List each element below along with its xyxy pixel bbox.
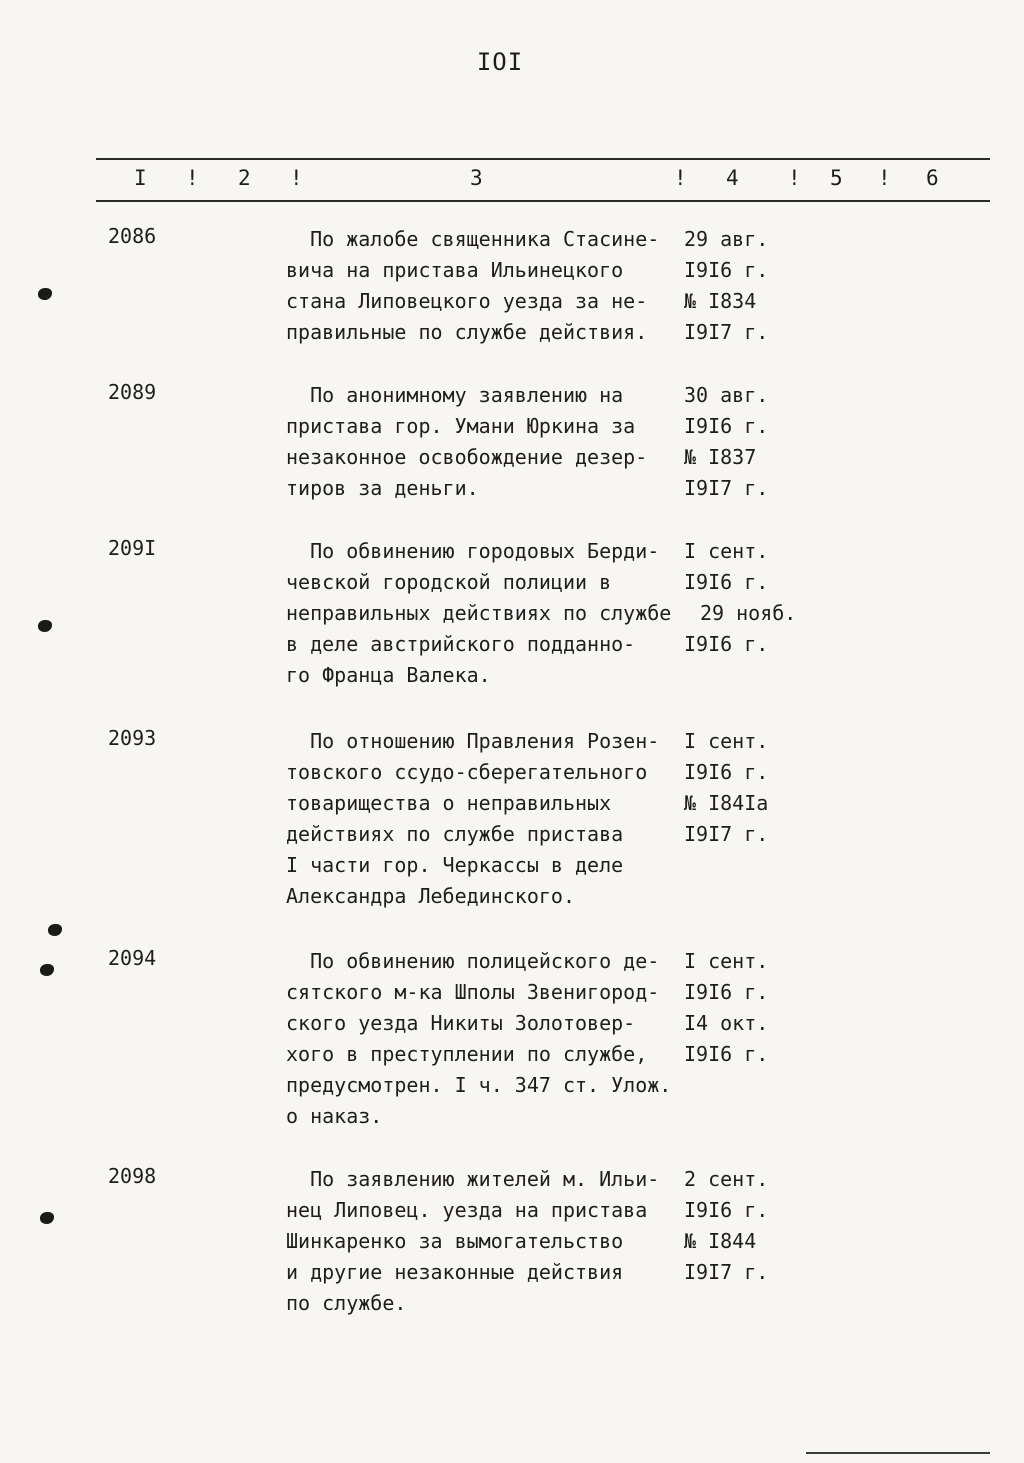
binding-hole-mark [48, 924, 62, 936]
date-line: № I834 [684, 289, 757, 313]
description-line: По отношению Правления Розен- [286, 729, 660, 753]
description-line: вича на пристава Ильинецкого [286, 258, 624, 282]
description-line: По заявлению жителей м. Ильи- [286, 1167, 660, 1191]
description-line: тиров за деньги. [286, 476, 479, 500]
case-description [286, 1164, 686, 1319]
table-header-bottom-rule [96, 200, 990, 202]
case-dates [684, 1164, 824, 1288]
case-dates [684, 224, 824, 348]
description-line: незаконное освобождение дезер- [286, 445, 648, 469]
date-line: № I837 [684, 445, 757, 469]
case-description [286, 726, 686, 912]
description-line: нец Липовец. уезда на пристава [286, 1198, 648, 1222]
date-line: I сент. [684, 729, 769, 753]
description-line: о наказ. [286, 1104, 383, 1128]
column-separator: ! [186, 166, 199, 190]
description-line: по службе. [286, 1291, 407, 1315]
case-number: 2093 [108, 726, 157, 750]
date-line: I9I6 г. [684, 760, 769, 784]
description-line: действиях по службе пристава [286, 822, 624, 846]
case-description [286, 946, 686, 1132]
column-separator: ! [290, 166, 303, 190]
case-number: 2086 [108, 224, 157, 248]
description-line: товарищества о неправильных [286, 791, 612, 815]
date-line: I9I6 г. [684, 632, 769, 656]
date-line: I сент. [684, 949, 769, 973]
description-line: товского ссудо-сберегательного [286, 760, 648, 784]
description-line: ского уезда Никиты Золотовер- [286, 1011, 636, 1035]
date-line: I9I6 г. [684, 414, 769, 438]
case-dates [684, 946, 824, 1070]
page-number: IOI [476, 48, 524, 76]
bottom-rule [806, 1452, 990, 1454]
case-number: 209I [108, 536, 157, 560]
case-number: 2094 [108, 946, 157, 970]
binding-hole-mark [40, 1212, 54, 1224]
description-line: По обвинению полицейского де- [286, 949, 660, 973]
date-line: I9I6 г. [684, 258, 769, 282]
date-line: № I84Iа [684, 791, 769, 815]
description-line: По анонимному заявлению на [286, 383, 624, 407]
date-line: 29 авг. [684, 227, 769, 251]
description-line: го Франца Валека. [286, 663, 491, 687]
case-description [286, 224, 686, 348]
table-header-top-rule [96, 158, 990, 160]
binding-hole-mark [38, 288, 52, 300]
description-line: Александра Лебединского. [286, 884, 575, 908]
description-line: чевской городской полиции в [286, 570, 612, 594]
date-line: I9I7 г. [684, 476, 769, 500]
date-line: I9I6 г. [684, 1198, 769, 1222]
column-header-2: 2 [238, 166, 251, 190]
description-line: По жалобе священника Стасине- [286, 227, 660, 251]
column-separator: ! [878, 166, 891, 190]
description-line: хого в преступлении по службе, [286, 1042, 648, 1066]
date-line: I9I7 г. [684, 1260, 769, 1284]
description-line: Шинкаренко за вымогательство [286, 1229, 624, 1253]
description-line: По обвинению городовых Берди- [286, 539, 660, 563]
description-line: стана Липовецкого уезда за не- [286, 289, 648, 313]
description-line: сятского м-ка Шполы Звенигород- [286, 980, 660, 1004]
binding-hole-mark [40, 964, 54, 976]
column-header-4: 4 [726, 166, 739, 190]
description-line: I части гор. Черкассы в деле [286, 853, 624, 877]
description-line: и другие незаконные действия [286, 1260, 624, 1284]
description-line: правильные по службе действия. [286, 320, 648, 344]
date-line: I9I7 г. [684, 822, 769, 846]
date-line: 2 сент. [684, 1167, 769, 1191]
description-line: пристава гор. Умани Юркина за [286, 414, 636, 438]
date-line: I сент. [684, 539, 769, 563]
date-line: I9I6 г. [684, 980, 769, 1004]
column-separator: ! [788, 166, 801, 190]
column-header-3: 3 [470, 166, 483, 190]
column-header-1: I [134, 166, 147, 190]
date-line: I9I6 г. [684, 570, 769, 594]
description-line: предусмотрен. I ч. 347 ст. Улож. [286, 1073, 672, 1097]
description-line: в деле австрийского подданно- [286, 632, 636, 656]
case-description [286, 380, 686, 504]
date-line: 30 авг. [684, 383, 769, 407]
column-header-5: 5 [830, 166, 843, 190]
case-number: 2089 [108, 380, 157, 404]
date-line: I9I7 г. [684, 320, 769, 344]
case-description [286, 536, 686, 691]
date-line: № I844 [684, 1229, 757, 1253]
date-line: 29 нояб. [700, 601, 797, 625]
date-line: I4 окт. [684, 1011, 769, 1035]
case-dates [684, 726, 824, 850]
binding-hole-mark [38, 620, 52, 632]
column-separator: ! [674, 166, 687, 190]
column-header-6: 6 [926, 166, 939, 190]
date-line: I9I6 г. [684, 1042, 769, 1066]
case-dates [684, 380, 824, 504]
case-number: 2098 [108, 1164, 157, 1188]
description-line: неправильных действиях по службе [286, 601, 672, 625]
case-dates [684, 536, 824, 660]
